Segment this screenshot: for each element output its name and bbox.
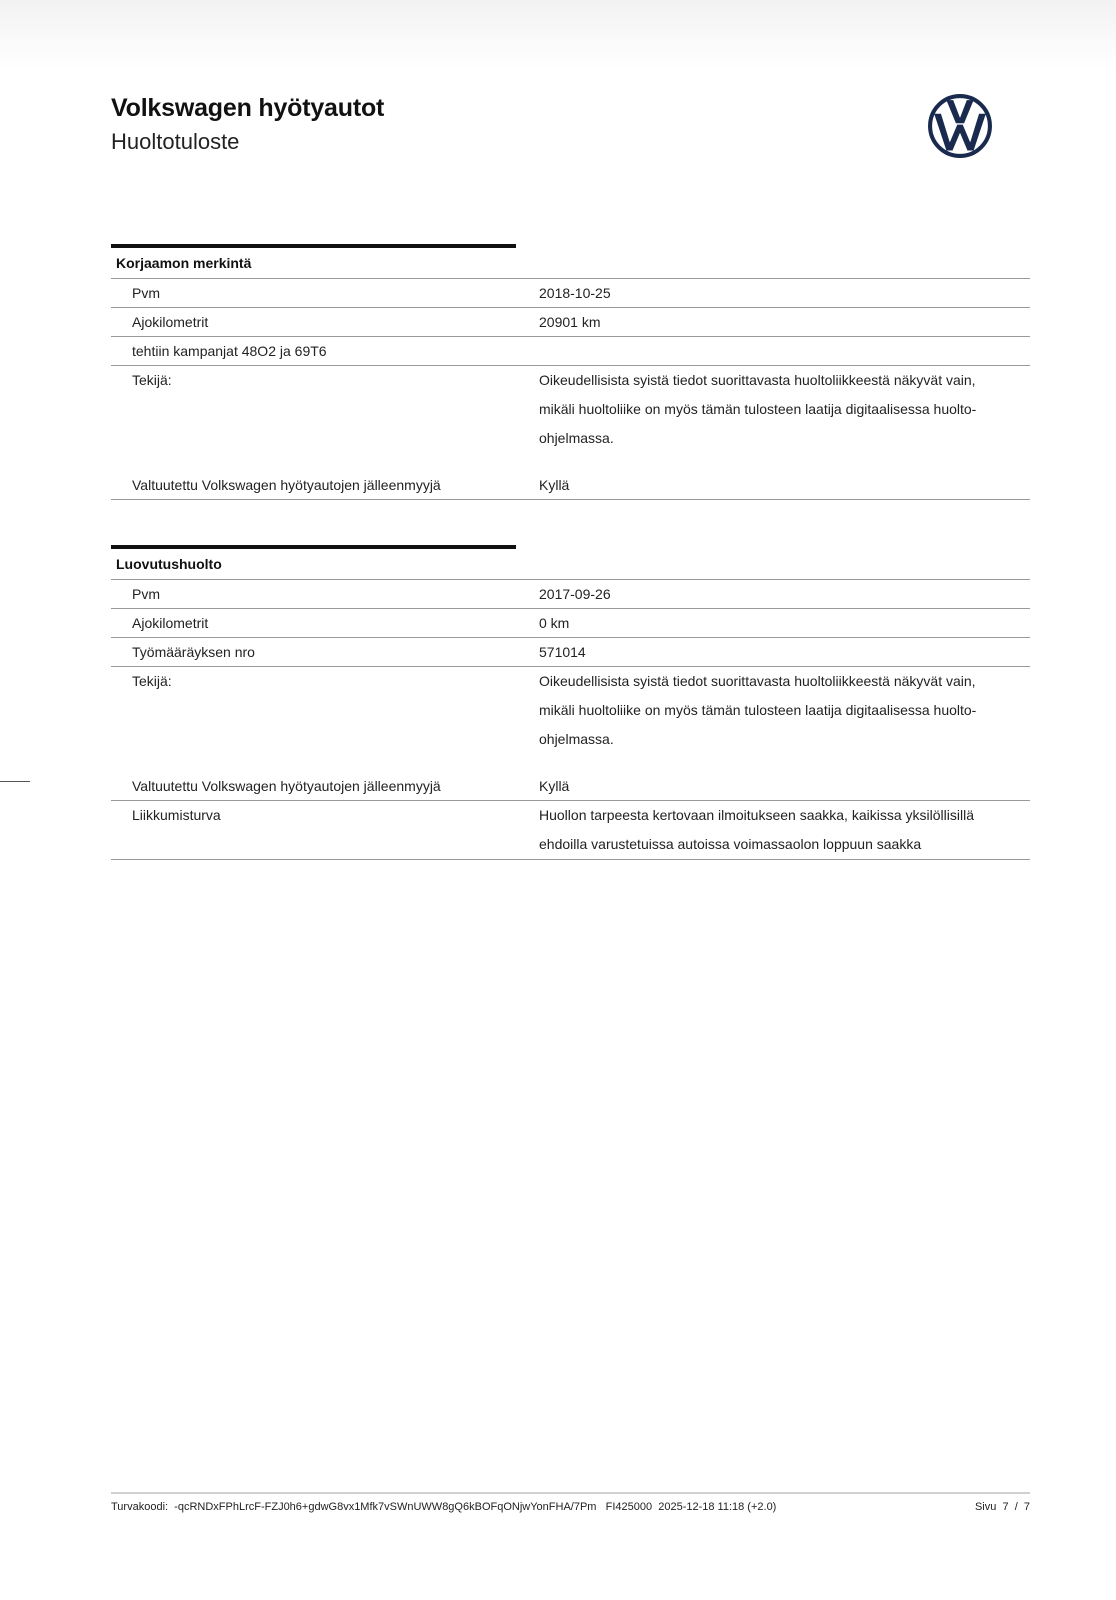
table-row <box>111 279 1030 308</box>
security-code: Turvakoodi: -qcRNDxFPhLrcF-FZJ0h6+gdwG8vx1Mfk7vSWnUWW8gQ6kBOFqONjwYonFHA/7Pm FI425000 2025-12-18 11:18 (+2.0) <box>111 1501 777 1513</box>
row-note: tehtiin kampanjat 48O2 ja 69T6 <box>132 343 327 359</box>
brand-title: Volkswagen hyötyautot <box>111 94 385 122</box>
row-value: Kyllä <box>539 477 570 493</box>
row-label: Pvm <box>132 285 160 301</box>
row-value: Oikeudellisista syistä tiedot suorittavasta huoltoliikkeestä näkyvät vain, mikäli huoltoliike on myös tämän tulosteen laatija digitaalisessa huolto-ohjelmassa. <box>539 673 977 747</box>
row-label: Työmääräyksen nro <box>132 644 255 660</box>
page-footer <box>111 1492 1030 1513</box>
row-value: 2018-10-25 <box>539 285 611 301</box>
row-label: Ajokilometrit <box>132 314 209 330</box>
margin-mark <box>0 781 30 782</box>
table-row <box>111 308 1030 337</box>
document-subtitle: Huoltotuloste <box>111 129 240 154</box>
row-value: 2017-09-26 <box>539 586 611 602</box>
row-label: Tekijä: <box>132 372 172 388</box>
document-header <box>111 94 384 155</box>
row-label: Tekijä: <box>132 673 172 689</box>
table-row <box>111 471 1030 500</box>
row-label: Pvm <box>132 586 160 602</box>
row-label: Valtuutettu Volkswagen hyötyautojen jälleenmyyjä <box>132 477 441 493</box>
table-row <box>111 337 1030 366</box>
row-value: Kyllä <box>539 778 570 794</box>
table-row <box>111 609 1030 638</box>
row-label: Liikkumisturva <box>132 807 221 823</box>
row-label: Ajokilometrit <box>132 615 209 631</box>
row-value: Oikeudellisista syistä tiedot suorittavasta huoltoliikkeestä näkyvät vain, mikäli huoltoliike on myös tämän tulosteen laatija digitaalisessa huolto-ohjelmassa. <box>539 372 977 446</box>
section-luovutushuolto <box>111 545 1030 860</box>
table-row <box>111 580 1030 609</box>
section-korjaamon-merkinta <box>111 244 1030 500</box>
table-row <box>111 638 1030 667</box>
table-row <box>111 366 1030 471</box>
vw-logo-icon <box>926 92 994 160</box>
row-value: Huollon tarpeesta kertovaan ilmoitukseen saakka, kaikissa yksilöllisillä ehdoilla varustetuissa autoissa voimassaolon loppuun saakka <box>539 807 974 852</box>
table-row <box>111 801 1030 860</box>
top-shade <box>0 0 1116 70</box>
section-title: Luovutushuolto <box>111 549 1030 580</box>
table-row <box>111 667 1030 772</box>
row-value: 571014 <box>539 644 586 660</box>
table-row <box>111 772 1030 801</box>
row-value: 20901 km <box>539 314 601 330</box>
page-number: Sivu 7 / 7 <box>974 1501 1030 1513</box>
section-title: Korjaamon merkintä <box>111 248 1030 279</box>
row-label: Valtuutettu Volkswagen hyötyautojen jälleenmyyjä <box>132 778 441 794</box>
row-value: 0 km <box>539 615 570 631</box>
